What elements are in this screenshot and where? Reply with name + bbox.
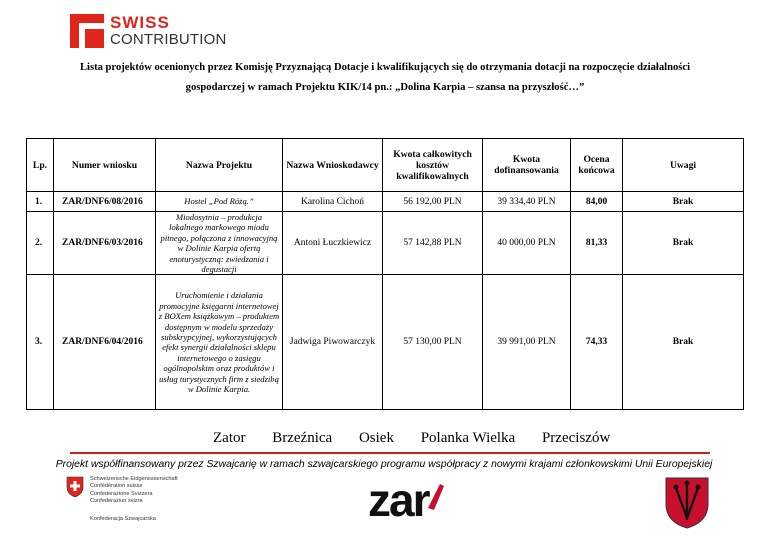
cell-funding: 39 991,00 PLN [483,275,571,410]
coat-of-arms-icon [664,476,710,530]
table-row [27,212,744,275]
cell-remarks: Brak [623,212,744,275]
cell-eligible-cost: 57 142,88 PLN [383,212,483,275]
place-name: Osiek [358,430,394,446]
confederation-line: Schweizerische Eidgenossenschaft [90,476,178,482]
logo-text-swiss: SWISS [110,13,170,32]
cell-remarks: Brak [623,192,744,212]
zar-accent-icon [428,484,444,510]
divider-line [70,452,710,454]
table-row [27,275,744,410]
cell-number: ZAR/DNF6/08/2016 [54,192,156,212]
table-row [27,192,744,212]
place-name: Zator [213,430,246,446]
cell-remarks: Brak [623,275,744,410]
cell-score: 84,00 [571,192,623,212]
cell-funding: 39 334,40 PLN [483,192,571,212]
header-applicant: Nazwa Wnioskodawcy [283,139,383,192]
header-remarks: Uwagi [623,139,744,192]
cell-lp: 3. [27,275,54,410]
place-name: Polanka Wielka [420,430,516,446]
funding-note: Projekt współfinansowany przez Szwajcarię w ramach szwajcarskiego programu współpracy z nowymi krajami członkowskimi Unii Europejskiej [55,459,713,470]
cell-project: Hostel „Pod Różą.” [156,192,283,212]
swiss-confederation-logo [66,474,256,534]
cell-applicant: Antoni Łuczkiewicz [283,212,383,275]
header-eligible-cost: Kwota całkowitych kosztów kwalifikowalnych [383,139,483,192]
cell-number: ZAR/DNF6/04/2016 [54,275,156,410]
confederation-line: Confédération suisse [90,483,143,490]
table-header-row [27,139,744,192]
swiss-cross-logo-icon [70,14,104,48]
cell-project: Uruchomienie i działania promocyjne księgarni internetowej z BOXem książkowym – produktem dostępnym w modelu sprzedaży subskrypcyjnej, wykorzystujących efekt synergii działalności sklepu internetowego o zasięgu ogólnopolskim oraz produktów i usług turystycznych firm z siedzibą w Dolinie Karpia. [156,275,283,410]
header-lp: Lp. [27,139,54,192]
swiss-shield-icon [66,476,84,498]
confederation-line: Confederaziun svizra [90,498,143,505]
cell-project: Miodosytnia – produkcja lokalnego markowego miodu pitnego, połączona z innowacyjną w Dolinie Karpia ofertą enoturystyczną: zwiedzania i degustacji [156,212,283,275]
cell-eligible-cost: 56 192,00 PLN [383,192,483,212]
place-name: Brzeźnica [272,430,333,446]
header-score: Ocena końcowa [571,139,623,192]
cell-lp: 1. [27,192,54,212]
zar-logo [368,478,464,522]
cell-number: ZAR/DNF6/03/2016 [54,212,156,275]
municipalities-list [213,430,633,447]
title-line-2: gospodarczej w ramach Projektu KIK/14 pn.: „Dolina Karpia – szansa na przyszłość…” [185,82,585,93]
header-funding: Kwota dofinansowania [483,139,571,192]
cell-lp: 2. [27,212,54,275]
cell-applicant: Jadwiga Piwowarczyk [283,275,383,410]
document-title [40,58,730,98]
title-line-1: Lista projektów ocenionych przez Komisję Przyznającą Dotacje i kwalifikujących się do otrzymania dotacji na rozpoczęcie działalności [79,62,691,73]
zar-logo-text: zar [368,478,429,522]
cell-score: 74,33 [571,275,623,410]
projects-table [26,138,744,410]
confederation-polish-name: Konfederacja Szwajcarska [90,516,156,522]
header-project: Nazwa Projektu [156,139,283,192]
confederation-line: Confederazione Svizzera [90,490,153,497]
cell-eligible-cost: 57 130,00 PLN [383,275,483,410]
header-number: Numer wniosku [54,139,156,192]
cell-funding: 40 000,00 PLN [483,212,571,275]
logo-text-contribution: CONTRIBUTION [110,31,227,48]
place-name: Przeciszów [541,430,611,446]
cell-score: 81,33 [571,212,623,275]
cell-applicant: Karolina Cichoń [283,192,383,212]
swiss-contribution-logo [70,14,240,50]
